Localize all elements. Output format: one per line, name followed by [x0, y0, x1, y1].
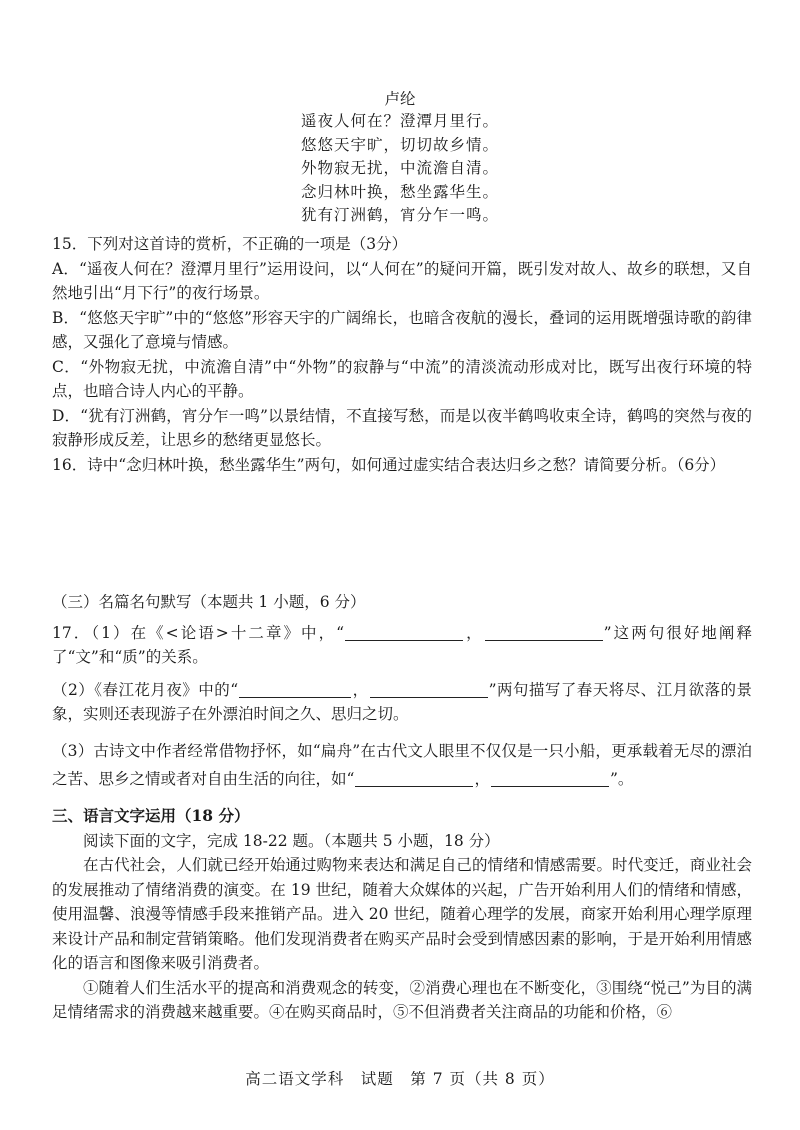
part3-intro: 阅读下面的文字，完成 18-22 题。（本题共 5 小题，18 分）	[83, 831, 500, 850]
answer-blank[interactable]	[485, 623, 603, 641]
q17-1-prefix: 17．（1）在《<论语>十二章》中，“	[52, 623, 345, 642]
option-c: C．“外物寂无扰，中流澹自清”中“外物”的寂静与“中流”的清淡流动形成对比，既写出夜行环境的特点，也暗合诗人内心的平静。	[52, 357, 752, 400]
language-use-section	[52, 804, 752, 1025]
q17-2-comma: ，	[352, 680, 369, 699]
dictation-heading: （三）名篇名句默写（本题共 1 小题，6 分）	[52, 593, 366, 611]
passage-paragraph-2: ①随着人们生活水平的提高和消费观念的转变，②消费心理也在不断变化，③围绕“悦己”为目的满足情绪需求的消费越来越重要。④在购买商品时，⑤不但消费者关注商品的功能和价格，⑥	[52, 978, 752, 1021]
q17-1-suffix: ”这两句很好地阐释了“文”和“质”的关系。	[52, 623, 752, 666]
answer-blank[interactable]	[370, 680, 488, 698]
question-17-1	[52, 621, 752, 670]
question-15-stem: 15．下列对这首诗的赏析，不正确的一项是（3分）	[52, 235, 408, 253]
dictation-section	[52, 590, 752, 793]
q17-2-suffix: ”两句描写了春天将尽、江月欲落的景象，实则还表现游子在外漂泊时间之久、思归之切。	[52, 680, 752, 723]
q17-3-comma: ，	[474, 769, 490, 788]
option-b: B．“悠悠天宇旷”中的“悠悠”形容天宇的广阔绵长，也暗含夜航的漫长，叠词的运用既增强诗歌的韵律感，又强化了意境与情感。	[52, 308, 752, 351]
question-15	[52, 232, 752, 477]
option-d: D．“犹有汀洲鹤，宵分乍一鸣”以景结情，不直接写愁，而是以夜半鹤鸣收束全诗，鹤鸣的突然与夜的寂静形成反差，让思乡的愁绪更显悠长。	[52, 406, 752, 449]
passage-paragraph-1: 在古代社会，人们就已经开始通过购物来表达和满足自己的情绪和情感需要。时代变迁，商业社会的发展推动了情绪消费的演变。在 19 世纪，随着大众媒体的兴起，广告开始利用人们的情绪和情感，使用温馨、浪漫等情感手段来推销产品。进入 20 世纪，随着心理学的发展，商家开始利用心理学原理来设计产品和制定营销策略。他们发现消费者在购买产品时会受到情感因素的影响，于是开始利用情感化的语言和图像来吸引消费者。	[52, 856, 752, 972]
poem-line: 遥夜人何在？澄潭月里行。	[300, 112, 499, 130]
q17-2-prefix: （2）《春江花月夜》中的“	[52, 680, 239, 699]
poem-line: 念归林叶换，愁坐露华生。	[300, 182, 499, 201]
q17-1-comma: ，	[464, 623, 484, 642]
answer-blank[interactable]	[355, 769, 473, 787]
page-footer: 高二语文学科 试题 第 7 页（共 8 页）	[245, 1070, 555, 1088]
question-17-3	[52, 737, 752, 793]
poem-line: 外物寂无扰，中流澹自清。	[300, 159, 499, 177]
question-17-2	[52, 678, 752, 727]
answer-blank[interactable]	[345, 623, 463, 641]
question-16-stem: 16．诗中“念归林叶换，愁坐露华生”两句，如何通过虚实结合表达归乡之愁？请简要分析。（6分）	[52, 455, 726, 474]
poem-author: 卢纶	[384, 90, 416, 108]
part3-heading: 三、语言文字运用（18 分）	[52, 806, 250, 825]
answer-blank[interactable]	[239, 680, 351, 698]
poem	[0, 88, 800, 228]
q17-3-suffix: ”。	[609, 769, 634, 788]
poem-line: 悠悠天宇旷，切切故乡情。	[300, 135, 499, 154]
option-a: A．“遥夜人何在？澄潭月里行”运用设问，以“人何在”的疑问开篇，既引发对故人、故乡的联想，又自然地引出“月下行”的夜行场景。	[52, 259, 752, 302]
q17-3-prefix: （3）古诗文中作者经常借物抒怀，如“扁舟”在古代文人眼里不仅仅是一只小船，更承载着无尽的漂泊之苦、思乡之情或者对自由生活的向往，如“	[52, 741, 752, 788]
answer-blank[interactable]	[491, 769, 609, 787]
poem-line: 犹有汀洲鹤，宵分乍一鸣。	[300, 206, 499, 224]
